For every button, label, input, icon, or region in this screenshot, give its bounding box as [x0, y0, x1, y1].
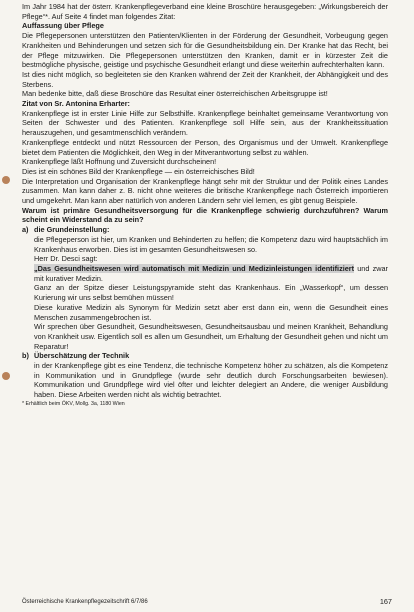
intro-paragraph: Im Jahr 1984 hat der österr. Krankenpflegeverband eine kleine Broschüre herausgegeben: „Wirkungsbereich der Pflege“*. Auf Seite 4 findet man folgendes Zitat:: [22, 2, 388, 21]
section-b-body: [22, 361, 388, 400]
section-a-marker: a): [22, 225, 29, 235]
footer-journal: Österreichische Krankenpflegezeitschrift 6/7/86: [22, 599, 148, 605]
footnote: * Erhältlich beim ÖKV, Mollg. 3a, 1180 Wien: [22, 400, 125, 407]
punch-hole-bottom: [2, 372, 10, 380]
section-a-quote: [34, 264, 388, 283]
paragraph-hoffnung: Krankenpflege läßt Hoffnung und Zuversicht durchscheinen!: [22, 157, 217, 167]
section-a-heading: [22, 225, 388, 235]
quote-highlight: „Das Gesundheitswesen wird automatisch mit Medizin und Medizinleistungen identifiziert: [34, 263, 355, 273]
section-a-paragraph-1: die Pflegeperson ist hier, um Kranken und Behinderten zu helfen; die Kompetenz dazu wird hauptsächlich im Krankenhaus erworben. Dies ist im gesamten Gesundheitswesen so.: [34, 234, 388, 254]
paragraph-selbsthilfe: Krankenpflege ist in erster Linie Hilfe zur Selbsthilfe. Krankenpflege beinhaltet gemeinsame Verantwortung von Seiten der Schwester und des Patienten. Krankenpflege soll Hilfe sein, aus der Krankheitssituation herauszugehen, und gesamtmenschlich verändern.: [22, 108, 388, 138]
punch-hole-top: [2, 176, 10, 184]
paragraph-ressourcen: Krankenpflege entdeckt und nützt Ressourcen der Person, des Organismus und der Umwelt. Krankenpflege bietet dem Patienten die Möglichkeit, den Weg in der Mitverantwortung selbst zu wählen.: [22, 137, 388, 157]
paragraph-pflegepersonen: Die Pflegepersonen unterstützen den Patienten/Klienten in der Förderung der Gesundheit, Vorbeugung gegen Krankheiten und Behinderungen und setzen sich für die Gesundheitsbildung ein. Der Kranke hat das Recht, bei der Pflege mitzuwirken. Die Pflegepersonen unterstützen den Kranken, damit er in kürzester Zeit die bestmögliche physische, geistige und psychische Gesundheit erlangt und diese weiterhin aufrechterhalten kann.: [22, 31, 388, 70]
paragraph-bild: Dies ist ein schönes Bild der Krankenpflege — ein österreichisches Bild!: [22, 166, 255, 176]
section-b-title: Überschätzung der Technik: [34, 351, 130, 361]
heading-auffassung: Auffassung über Pflege: [22, 21, 104, 31]
page-footer: [22, 598, 392, 606]
question-heading: Warum ist primäre Gesundheitsversorgung für die Krankenpflege schwierig durchzuführen? Warum scheint ein Widerstand da zu sein?: [22, 205, 388, 225]
paragraph-broschuere: Man bedenke bitte, daß diese Broschüre das Resultat einer österreichischen Arbeitsgruppe ist!: [22, 89, 328, 99]
article-body: [22, 2, 388, 408]
section-a-paragraph-4: Ganz an der Spitze dieser Leistungspyramide steht das Krankenhaus. Ein „Wasserkopf“, um dessen Kurierung wir uns selbst bemühen müssen!: [34, 283, 388, 303]
section-a-body: [22, 235, 388, 351]
page-number: 167: [379, 597, 392, 606]
section-a-title: die Grundeinstellung:: [34, 225, 110, 235]
section-a-paragraph-5: Diese kurative Medizin als Synonym für Medizin setzt aber erst dann ein, wenn die Gesundheit eines Menschen zusammengebrochen ist.: [34, 302, 388, 322]
section-b-heading: [22, 351, 388, 361]
heading-zitat: Zitat von Sr. Antonina Erharter:: [22, 99, 130, 109]
paragraph-interpretation: Die Interpretation und Organisation der Krankenpflege hängt sehr mit der Struktur und der Politik eines Landes zusammen. Man kann daher z. B. nicht ohne weiteres die britische Krankenpflege nach Österreich importieren und umgekehrt. Man kann aber natürlich von anderen Ländern sehr viel lernen, es gibt genug Beispiele.: [22, 176, 388, 206]
section-b-marker: b): [22, 351, 29, 361]
quote-rest: und zwar mit kurativer Medizin.: [34, 263, 388, 283]
paragraph-begleitung: Ist dies nicht möglich, so begleiteten sie den Kranken während der Zeit der Krankheit, der Abhängigkeit und des Sterbens.: [22, 69, 388, 89]
section-a-paragraph-2: Herr Dr. Desci sagt:: [34, 254, 98, 264]
section-b-paragraph-1: in der Krankenpflege gibt es eine Tendenz, die technische Kompetenz höher zu schätzen, als die Kompetenz in Kommunikation und in Grundpflege (wurde sehr deutlich durch Forschungsarbeiten bewiesen). Kommunikation und Grundpflege wird viel öfter und leichter delegiert an Andere, die weniger Ausbildung haben. Diese Arbeiten werden nicht als wichtig betrachtet.: [34, 361, 388, 400]
section-a-paragraph-6: Wir sprechen über Gesundheit, Gesundheitswesen, Gesundheitsausbau und meinen Krankheit, Behandlung von Krankheit usw. Eigentlich soll es allen um Gesundheit, um Erhaltung der Gesundheit gehen und nicht um Reparatur!: [34, 322, 388, 351]
